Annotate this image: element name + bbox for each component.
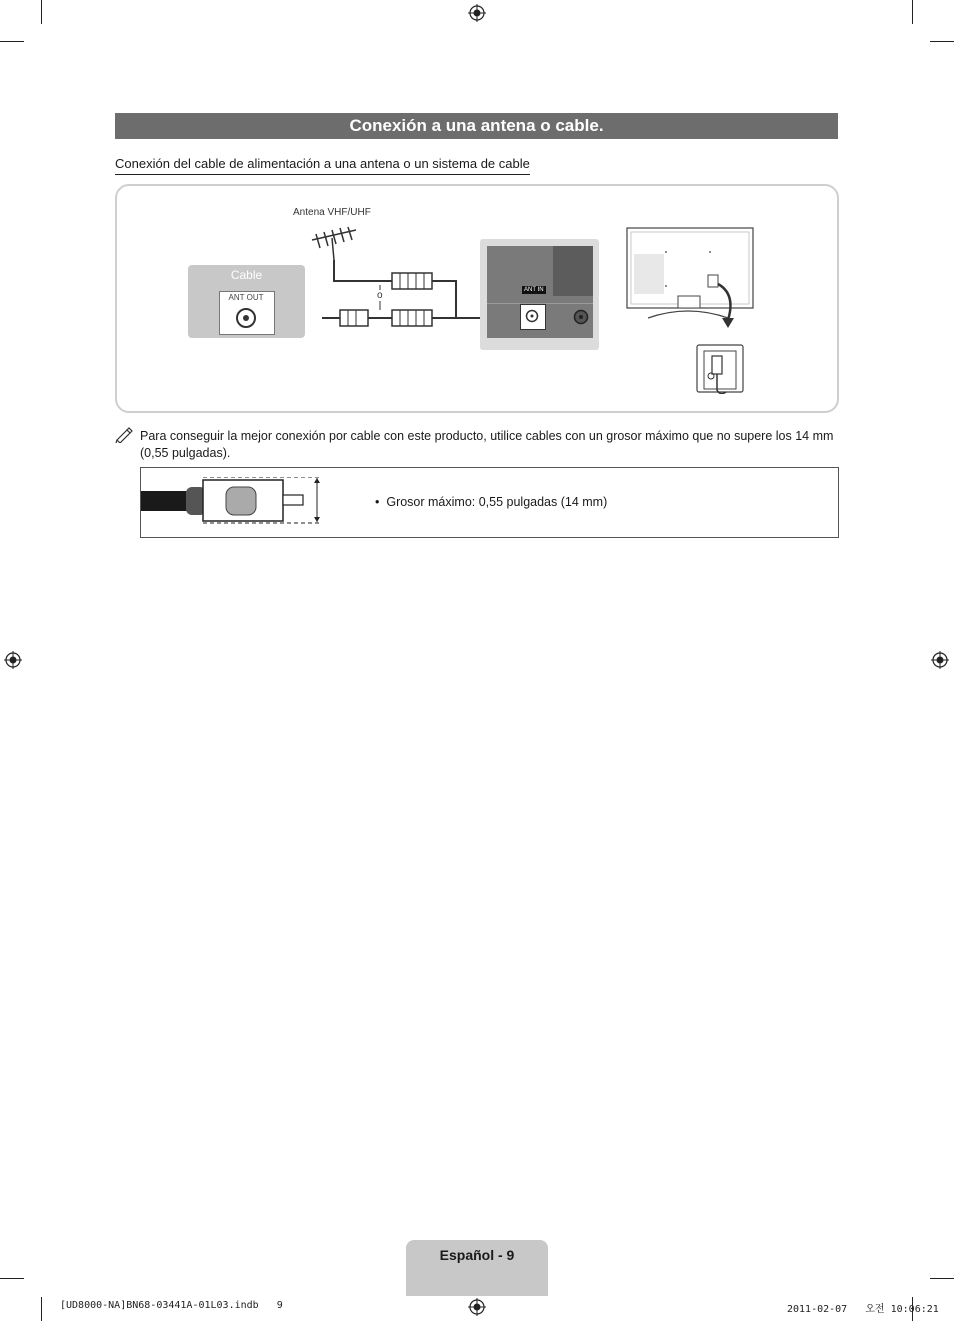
page-label: Español - 9 [439, 1247, 515, 1263]
section-title: Conexión a una antena o cable. [115, 113, 838, 139]
cable-label: Cable [230, 268, 263, 282]
print-timestamp: 2011-02-07 오전 10:06:21 [787, 1304, 939, 1315]
registration-mark-icon [4, 651, 22, 669]
tv-panel-upper-ports [553, 246, 593, 296]
crop-mark [0, 1278, 24, 1279]
note-text: Para conseguir la mejor conexión por cable con este producto, utilice cables con un grosor máximo que no supere los 14 mm (0,55 pulgadas). [140, 429, 834, 460]
crop-mark [912, 0, 913, 24]
port-icon [573, 309, 589, 325]
spec-max-thickness: Grosor máximo: 0,55 pulgadas (14 mm) [386, 495, 608, 509]
spec-list-item [375, 494, 607, 510]
coax-port-icon [235, 307, 257, 329]
or-label: o [377, 290, 383, 301]
crop-mark [41, 0, 42, 24]
tv-rear-icon [598, 224, 758, 394]
bullet: • [375, 495, 380, 509]
antenna-label: Antena VHF/UHF [293, 207, 371, 218]
file-slug: [UD8000-NA]BN68-03441A-01L03.indb 9 [60, 1300, 283, 1311]
crop-mark [0, 41, 24, 42]
ant-in-label: ANT IN [524, 287, 544, 293]
registration-mark-icon [931, 651, 949, 669]
coax-connector-icon [141, 477, 326, 525]
page-number-tab [406, 1240, 548, 1296]
section-subtitle: Conexión del cable de alimentación a una antena o un sistema de cable [115, 155, 530, 175]
registration-mark-icon [468, 1298, 486, 1316]
coax-port-icon [525, 309, 539, 323]
note-pencil-icon [115, 427, 135, 443]
crop-mark [930, 1278, 954, 1279]
crop-mark [930, 41, 954, 42]
registration-mark-icon [468, 4, 486, 22]
ant-out-label: ANT OUT [228, 293, 264, 302]
crop-mark [41, 1297, 42, 1321]
